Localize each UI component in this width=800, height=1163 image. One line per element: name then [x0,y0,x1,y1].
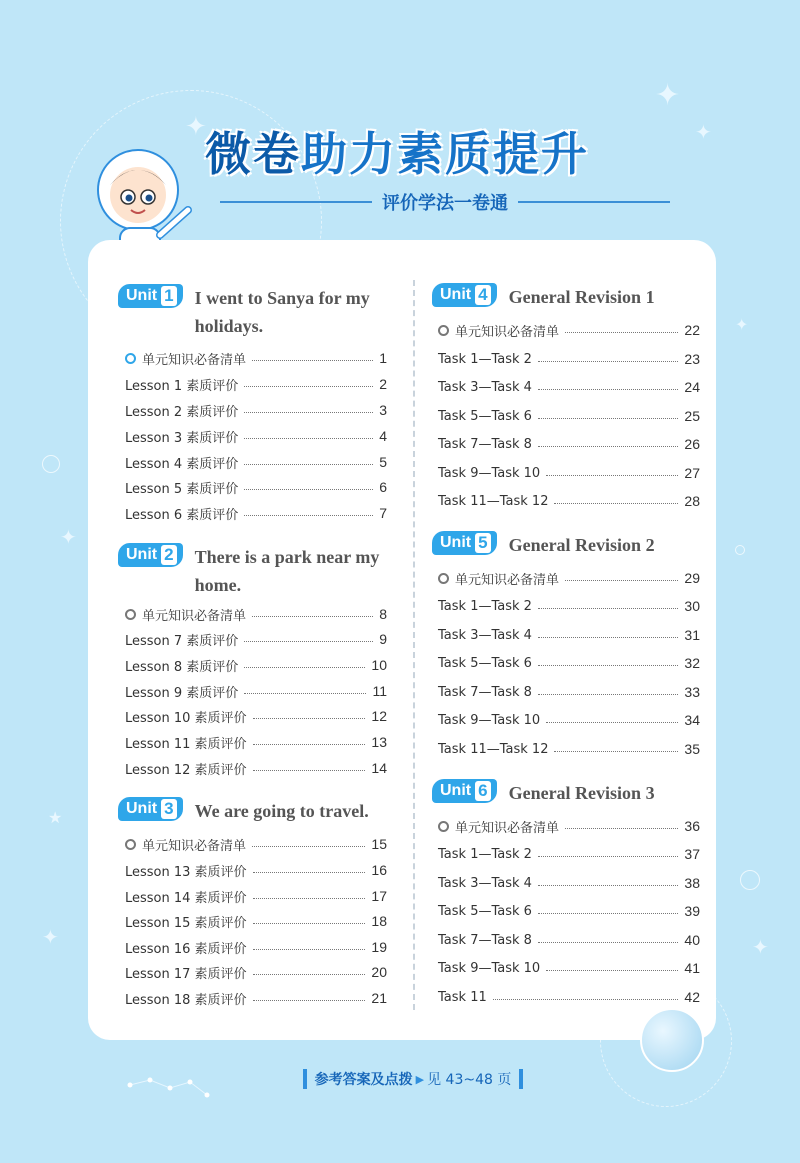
sparkle-icon: ✦ [695,120,712,144]
sparkle-icon: ✦ [42,925,59,949]
page-number: 27 [684,465,700,481]
page-number: 2 [379,376,387,392]
unit-title: We are going to travel. [194,801,369,821]
page-number: 22 [684,322,700,338]
toc-entry[interactable]: Lesson 6 素质评价 7 [125,505,387,523]
sparkle-icon: ✦ [752,935,769,959]
unit-title: General Revision 3 [508,783,655,803]
page-number: 42 [684,989,700,1005]
toc-entry[interactable]: Task 5—Task 6 39 [438,903,700,919]
unit-number: 3 [161,799,176,819]
unit-badge: Unit 2 [118,543,183,567]
unit-number: 5 [475,533,490,553]
toc-entry[interactable]: Lesson 17 素质评价 20 [125,964,387,982]
planet-ring-decoration [740,870,760,890]
page-number: 12 [371,708,387,724]
toc-entry[interactable]: 单元知识必备清单 8 [125,602,387,626]
page-number: 24 [684,379,700,395]
toc-entry[interactable]: Task 11—Task 12 35 [438,741,700,757]
page-number: 29 [684,570,700,586]
toc-entry[interactable]: Lesson 15 素质评价 18 [125,913,387,931]
unit-heading [432,283,702,311]
page-number: 9 [379,631,387,647]
unit-badge: Unit 4 [432,283,497,307]
page-number: 21 [371,990,387,1006]
toc-entry[interactable]: Task 1—Task 2 23 [438,351,700,367]
unit-badge: Unit 3 [118,797,183,821]
toc-entry[interactable]: Lesson 10 素质评价 12 [125,708,387,726]
toc-entry[interactable]: Task 3—Task 4 31 [438,627,700,643]
toc-entry[interactable]: Lesson 14 素质评价 17 [125,888,387,906]
toc-entry[interactable]: Lesson 2 素质评价 3 [125,402,387,420]
page-subtitle: 评价学法一卷通 [382,193,508,214]
page-number: 19 [371,939,387,955]
toc-entry[interactable]: Task 11—Task 12 28 [438,493,700,509]
constellation-decoration [125,1070,215,1105]
toc-entry[interactable]: Task 7—Task 8 40 [438,932,700,948]
toc-entry[interactable]: Lesson 8 素质评价 10 [125,657,387,675]
page-number: 17 [371,888,387,904]
unit-badge: Unit 1 [118,284,183,308]
toc-entry[interactable]: 单元知识必备清单 22 [438,318,700,342]
column-divider [413,280,415,1010]
toc-entry[interactable]: Lesson 11 素质评价 13 [125,734,387,752]
toc-entry[interactable]: Lesson 7 素质评价 9 [125,631,387,649]
footer-page-ref: 见 43~48 页 [427,1072,512,1088]
page-number: 11 [372,683,387,699]
unit-number: 2 [161,545,176,565]
unit-heading [432,531,702,559]
page-number: 34 [684,712,700,728]
unit-number: 4 [475,285,490,305]
footer-answer-label: 参考答案及点拨 [314,1072,413,1088]
page-number: 20 [371,964,387,980]
planet-ring-decoration [42,455,60,473]
page-number: 10 [371,657,387,673]
toc-entry[interactable]: Lesson 9 素质评价 11 [125,683,387,701]
planet-ring-decoration [735,545,745,555]
unit-badge: Unit 5 [432,531,497,555]
sparkle-icon: ✦ [735,315,749,334]
title-suffix: 助力素质提升 [301,127,589,181]
page-number: 30 [684,598,700,614]
toc-entry[interactable]: Task 11 42 [438,989,700,1005]
toc-entry[interactable]: Task 5—Task 6 32 [438,655,700,671]
bullet-icon [438,573,449,584]
toc-entry[interactable]: Task 1—Task 2 37 [438,846,700,862]
toc-entry[interactable]: 单元知识必备清单 15 [125,832,387,856]
toc-entry[interactable]: 单元知识必备清单 29 [438,566,700,590]
bullet-icon [125,609,136,620]
play-arrow-icon: ▶ [415,1072,425,1086]
page-number: 15 [371,836,387,852]
sparkle-icon: ✦ [655,78,681,113]
toc-entry[interactable]: Lesson 3 素质评价 4 [125,428,387,446]
page-number: 6 [379,479,387,495]
page-number: 18 [371,913,387,929]
sparkle-icon: ✦ [185,112,207,142]
page-number: 41 [684,960,700,976]
unit-title: General Revision 2 [508,535,655,555]
footer-bar-right [519,1069,523,1089]
page-number: 28 [684,493,700,509]
toc-entry[interactable]: Task 3—Task 4 38 [438,875,700,891]
page-number: 14 [371,760,387,776]
page-number: 1 [379,350,387,366]
sparkle-icon: ★ [48,808,63,827]
moon-icon [640,1008,704,1072]
page-number: 35 [684,741,700,757]
toc-entry[interactable]: Task 3—Task 4 24 [438,379,700,395]
toc-entry[interactable]: Task 1—Task 2 30 [438,598,700,614]
answer-reference-footer [278,1066,548,1092]
bullet-icon [125,353,136,364]
page-number: 25 [684,408,700,424]
unit-heading [432,779,702,807]
bullet-icon [438,821,449,832]
bullet-icon [438,325,449,336]
toc-entry[interactable]: Task 9—Task 10 27 [438,465,700,481]
footer-bar-left [303,1069,307,1089]
page-number: 36 [684,818,700,834]
toc-entry[interactable]: Task 9—Task 10 41 [438,960,700,976]
page-number: 40 [684,932,700,948]
page-number: 13 [371,734,387,750]
sparkle-icon: ✦ [60,525,77,549]
toc-entry[interactable]: Lesson 1 素质评价 2 [125,376,387,394]
toc-entry[interactable]: Task 7—Task 8 33 [438,684,700,700]
unit-number: 1 [161,286,176,306]
unit-heading [118,543,403,599]
page-number: 33 [684,684,700,700]
page-number: 26 [684,436,700,452]
page-number: 39 [684,903,700,919]
toc-entry[interactable]: Lesson 5 素质评价 6 [125,479,387,497]
toc-entry[interactable]: 单元知识必备清单 1 [125,346,387,370]
toc-entry[interactable]: Lesson 18 素质评价 21 [125,990,387,1008]
unit-heading [118,797,403,825]
toc-entry[interactable]: Lesson 4 素质评价 5 [125,454,387,472]
page-number: 3 [379,402,387,418]
toc-entry[interactable]: Task 5—Task 6 25 [438,408,700,424]
toc-entry[interactable]: Task 9—Task 10 34 [438,712,700,728]
page-number: 8 [379,606,387,622]
page-number: 38 [684,875,700,891]
toc-entry[interactable]: Lesson 12 素质评价 14 [125,760,387,778]
page-number: 16 [371,862,387,878]
page-number: 31 [684,627,700,643]
toc-entry[interactable]: Task 7—Task 8 26 [438,436,700,452]
page-number: 7 [379,505,387,521]
bullet-icon [125,839,136,850]
unit-title: General Revision 1 [508,287,655,307]
page-number: 23 [684,351,700,367]
unit-badge: Unit 6 [432,779,497,803]
divider-line [518,201,670,203]
unit-title: I went to Sanya for my holidays. [194,288,370,336]
subtitle-row [220,188,670,216]
page-number: 32 [684,655,700,671]
unit-heading [118,284,398,340]
page-number: 4 [379,428,387,444]
unit-title: There is a park near my home. [194,547,380,595]
page-number: 5 [379,454,387,470]
page-number: 37 [684,846,700,862]
page-title [205,118,589,184]
title-prefix: 微卷 [205,127,301,181]
unit-number: 6 [475,781,490,801]
divider-line [220,201,372,203]
toc-entry[interactable]: Lesson 13 素质评价 16 [125,862,387,880]
toc-entry[interactable]: Lesson 16 素质评价 19 [125,939,387,957]
toc-entry[interactable]: 单元知识必备清单 36 [438,814,700,838]
